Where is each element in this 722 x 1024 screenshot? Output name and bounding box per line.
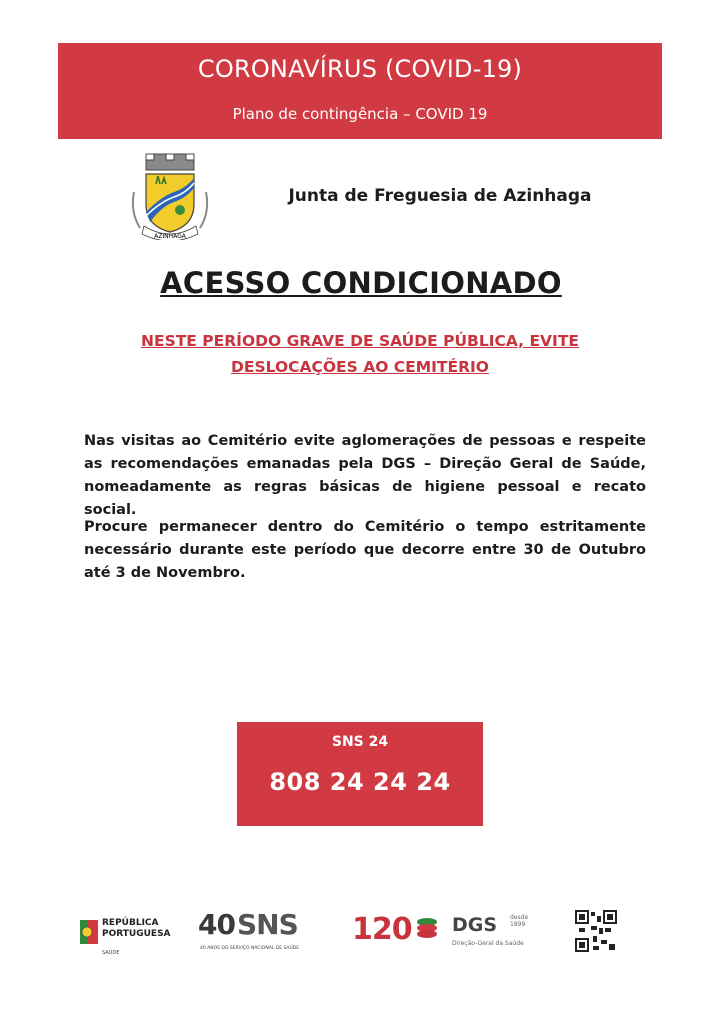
sns-40-logo	[198, 908, 314, 960]
dgs-emblem-icon	[416, 916, 438, 938]
hotline-name: SNS 24	[331, 734, 389, 750]
republica-portuguesa-logo	[80, 912, 180, 962]
qr-code-icon	[575, 910, 617, 952]
page-title: ACESSO CONDICIONADO	[160, 266, 562, 300]
header-banner	[58, 43, 662, 139]
warning-line-1: NESTE PERÍODO GRAVE DE SAÚDE PÚBLICA, EVITE	[141, 332, 579, 350]
dgs-120-number: 120	[352, 912, 412, 947]
azinhaga-crest-icon	[128, 152, 212, 240]
sns-40-mark: 40SNS	[198, 908, 298, 941]
paragraph-duration: Procure permanecer dentro do Cemitério o tempo estritamente necessário durante este período que decorre entre 30 de Outubro até 3 de Novembro.	[84, 519, 646, 581]
dgs-sub: Direção-Geral da Saúde	[452, 940, 524, 947]
banner-title: CORONAVÍRUS (COVID-19)	[197, 55, 523, 83]
paragraph-visits: Nas visitas ao Cemitério evite aglomerações de pessoas e respeite as recomendações emanadas pela DGS – Direção Geral de Saúde, nomeadamente as regras básicas de higiene pessoal e recato social.	[84, 433, 646, 518]
hotline-number: 808 24 24 24	[269, 768, 451, 796]
sns24-hotline-box	[237, 722, 483, 826]
republica-sub: SAÚDE	[102, 950, 120, 956]
portugal-emblem-icon	[80, 920, 98, 944]
warning-message	[110, 328, 610, 380]
dgs-name: DGS	[452, 914, 498, 936]
parish-name: Junta de Freguesia de Azinhaga	[288, 186, 592, 206]
republica-text: REPÚBLICA PORTUGUESA	[102, 918, 171, 939]
sns-40-sub: 40 ANOS DO SERVIÇO NACIONAL DE SAÚDE	[200, 946, 300, 951]
crest-label: AZINHAGA	[154, 233, 186, 240]
dgs-since: desde 1899	[510, 914, 529, 928]
banner-subtitle: Plano de contingência – COVID 19	[232, 105, 488, 123]
warning-line-2: DESLOCAÇÕES AO CEMITÉRIO	[231, 358, 489, 376]
dgs-120-logo	[352, 908, 532, 958]
